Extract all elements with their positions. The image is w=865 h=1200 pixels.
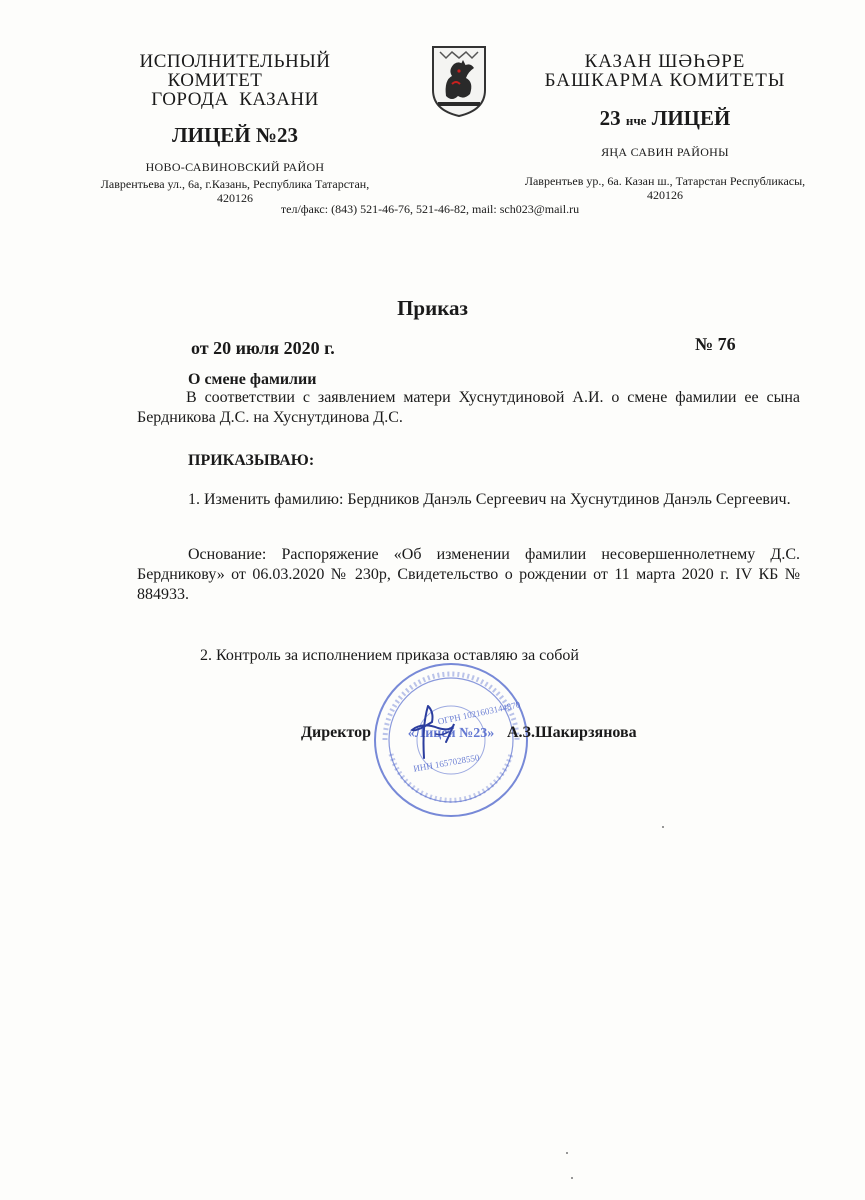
order-date: от 20 июля 2020 г.: [191, 338, 335, 358]
org-line-3: ГОРОДА КАЗАНИ: [151, 89, 319, 110]
order-item-1: 1. Изменить фамилию: Бердников Данэль Сергеевич на Хуснутдинов Данэль Сергеевич.: [188, 491, 791, 508]
stamp-center-text: «Лицей №23»: [407, 726, 495, 741]
order-decree: ПРИКАЗЫВАЮ:: [188, 452, 315, 469]
handwritten-signature-icon: [408, 702, 458, 760]
address-tt-line2: 420126: [647, 188, 683, 202]
order-item-2: 2. Контроль за исполнением приказа оставляю за собой: [200, 647, 579, 664]
org-line-tt-1: КАЗАН ШӘҺӘРЕ: [584, 51, 746, 72]
contacts-line: тел/факс: (843) 521-46-76, 521-46-82, mail: sch023@mail.ru: [280, 202, 580, 216]
scan-speck: [662, 826, 664, 828]
lyceum-name-tt: [500, 106, 830, 131]
stamp-ogrn: ОГРН 1021603144870: [436, 699, 522, 727]
org-name-tt: [500, 52, 830, 90]
district-tt: ЯҢА САВИН РАЙОНЫ: [601, 145, 729, 159]
header-right: [500, 52, 830, 202]
kazan-coat-of-arms-icon: [430, 44, 488, 118]
order-subject: О смене фамилии: [188, 371, 317, 388]
lyceum-word-tt: ЛИЦЕЙ: [651, 106, 731, 130]
address-tt-line1: Лаврентьев ур., 6а. Казан ш., Татарстан Республикасы,: [524, 174, 806, 188]
order-preamble: В соответствии с заявлением матери Хуснутдиновой А.И. о смене фамилии ее сына Бердникова Д.С. на Хуснутдинова Д.С.: [137, 389, 800, 426]
signature-name: А.З.Шакирзянова: [507, 724, 637, 741]
order-number: № 76: [695, 334, 736, 354]
scan-speck: [571, 1177, 573, 1179]
lyceum-name-ru: ЛИЦЕЙ №23: [171, 123, 298, 147]
scan-speck: [566, 1152, 568, 1154]
address-ru-line1: Лаврентьева ул., 6а, г.Казань, Республика Татарстан,: [100, 177, 370, 191]
lyceum-suffix-tt: нче: [625, 113, 647, 128]
lyceum-num-tt: 23: [599, 106, 621, 130]
header-left: [95, 52, 375, 205]
address-ru-line2: 420126: [217, 191, 253, 205]
org-line-tt-2: БАШКАРМА КОМИТЕТЫ: [544, 70, 786, 91]
org-line-2: КОМИТЕТ: [167, 70, 263, 91]
org-line-1: ИСПОЛНИТЕЛЬНЫЙ: [139, 51, 331, 72]
signature-position: Директор: [301, 724, 371, 741]
org-name-ru: [95, 52, 375, 109]
stamp-inn: ИНН 1657028550: [412, 752, 481, 774]
district-ru: НОВО-САВИНОВСКИЙ РАЙОН: [145, 160, 325, 174]
order-basis: Основание: Распоряжение «Об изменении фамилии несовершеннолетнему Д.С. Бердникову» от 06.03.2020 № 230р, Свидетельство о рождении от 11 марта 2020 г. IV КБ № 884933.: [137, 546, 800, 603]
document-title: Приказ: [397, 296, 468, 320]
